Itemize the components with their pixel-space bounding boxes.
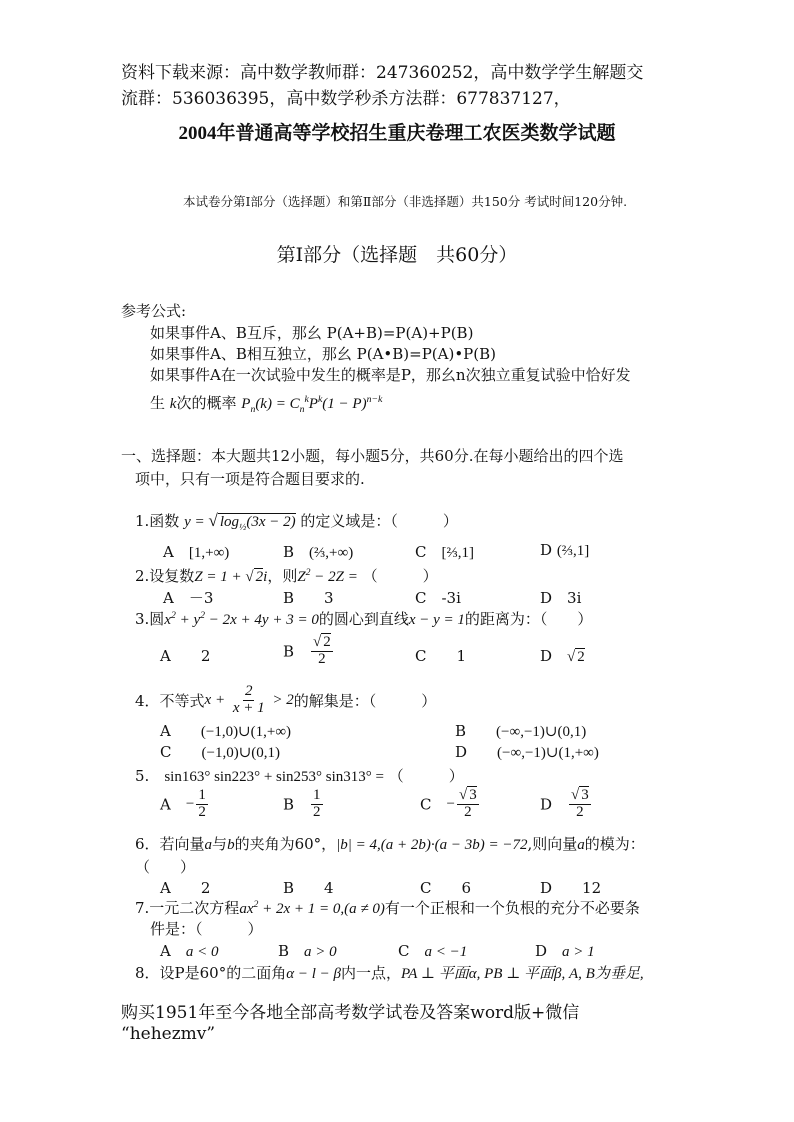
exam-note: 本试卷分第Ⅰ部分（选择题）和第Ⅱ部分（非选择题）共150分 考试时间120分钟. xyxy=(182,194,628,209)
source-line-1: 资料下载来源：高中数学教师群：247360252，高中数学学生解题交 xyxy=(121,63,644,83)
question-4: 4．不等式x + $\frac{2}{x + 1}$ > 2的解集是：（ ） xyxy=(135,683,437,716)
question-6: 6．若向量a与b的夹角为60°，|b| = 4,(a + 2b)·(a − 3b) = −72,则向量a的模为： xyxy=(135,835,645,853)
q4-inequality: x + $\frac{2}{x + 1}$ > 2 xyxy=(204,683,294,716)
q1-formula: y = √ $\log_{\frac{1}{2}}(3x - 2)$ xyxy=(184,511,296,533)
q4-option-c: C (−1,0)∪(0,1) xyxy=(160,743,281,761)
question-1: 1.函数 y = √ $\log_{\frac{1}{2}}(3x - 2)$ 的定义域是：（ ） xyxy=(135,511,458,533)
q2-option-c: C -3i xyxy=(415,589,461,607)
footer-line-2: “hehezmv” xyxy=(121,1024,216,1044)
q5-expr: sin163° sin223° + sin253° sin313° = xyxy=(164,769,385,785)
question-6-line-2: （ ） xyxy=(135,858,196,876)
q4-option-d: D (−∞,−1)∪(1,+∞) xyxy=(455,743,599,761)
question-2: 2.设复数Z = 1 + √ 2i，则$Z^2 - 2Z$ = （ ） xyxy=(135,567,438,585)
q5-option-a: A − $\frac{1}{2}$ xyxy=(160,787,206,820)
q3-option-a: A 2 xyxy=(160,647,211,665)
q6-condition: |b| = 4,(a + 2b)·(a − 3b) = −72 xyxy=(336,837,528,853)
q3-option-b: B $\frac{√ 2}{2}$ xyxy=(283,634,331,667)
section-heading-line-1: 一、选择题：本大题共12小题，每小题5分，共60分.在每小题给出的四个选 xyxy=(121,447,624,465)
formula-line-4: 生 k次的概率 $P_n(k) = C_n^kP^k(1 - P)^{n-k}$ xyxy=(150,394,383,415)
formula-line-2: 如果事件A、B相互独立，那幺 P(A•B)=P(A)•P(B) xyxy=(150,345,496,363)
q7-option-d: D a > 1 xyxy=(535,942,595,960)
q4-option-b: B (−∞,−1)∪(0,1) xyxy=(455,722,587,740)
q2-option-a: A －3 xyxy=(163,589,214,607)
q2-option-b: B 3 xyxy=(283,589,334,607)
q7-option-b: B a > 0 xyxy=(278,942,337,960)
question-8: 8．设P是60°的二面角α − l − β内一点，PA ⊥ 平面α, PB ⊥ 平面β, A, B为垂足, xyxy=(135,964,644,982)
q6-option-c: C 6 xyxy=(420,879,472,897)
formula-heading: 参考公式: xyxy=(121,302,187,320)
q2-option-d: D 3i xyxy=(540,589,582,607)
question-5: 5. sin163° sin223° + sin253° sin313° = （ ） xyxy=(135,767,464,785)
q6-option-a: A 2 xyxy=(160,879,211,897)
formula-line-3: 如果事件A在一次试验中发生的概率是P，那幺n次独立重复试验中恰好发 xyxy=(150,366,631,384)
q5-option-d: D $\frac{√ 3}{2}$ xyxy=(540,787,589,820)
binomial-formula: $P_n(k) = C_n^kP^k(1 - P)^{n-k}$ xyxy=(241,394,383,415)
question-7: 7.一元二次方程$ax^2 + 2x + 1 = 0,(a \ne 0)$有一个正根和一个负根的充分不必要条 xyxy=(135,899,640,917)
q3-line: x − y = 1 xyxy=(408,612,465,628)
question-3: 3.圆$x^2 + y^2 - 2x + 4y + 3 = 0$的圆心到直线x − y = 1的距离为：（ ） xyxy=(135,610,593,628)
q8-condition: PA ⊥ 平面α, PB ⊥ 平面β, A, B为垂足, xyxy=(401,966,644,982)
q6-option-b: B 4 xyxy=(283,879,334,897)
question-7-line-2: 件是：（ ） xyxy=(150,920,263,938)
q7-option-a: A a < 0 xyxy=(160,942,219,960)
source-line-2: 流群：536036395，高中数学秒杀方法群：677837127， xyxy=(121,89,571,109)
q5-option-c: C − $\frac{√ 3}{2}$ xyxy=(420,787,477,820)
q1-option-a: A [1,+∞) xyxy=(163,543,230,561)
q4-option-a: A (−1,0)∪(1,+∞) xyxy=(160,722,292,740)
q2-expr: $Z^2 - 2Z$ = xyxy=(297,567,358,585)
q2-z-def: Z = 1 + √ 2i xyxy=(194,569,268,585)
q3-option-d: D √ 2 xyxy=(540,647,585,665)
page-title: 2004年普通高等学校招生重庆卷理工农医类数学试题 xyxy=(178,123,616,144)
formula-line-1: 如果事件A、B互斥，那幺 P(A+B)=P(A)+P(B) xyxy=(150,324,474,342)
q1-option-b: B (⅔,+∞) xyxy=(283,543,354,561)
q6-option-d: D 12 xyxy=(540,879,602,897)
q1-option-d: D (⅔,1] xyxy=(540,541,590,559)
q7-equation: $ax^2 + 2x + 1 = 0,(a \ne 0)$ xyxy=(239,899,385,917)
q3-option-c: C 1 xyxy=(415,647,467,665)
q8-dihedral: α − l − β xyxy=(286,966,341,982)
part-title: 第Ⅰ部分（选择题 共60分） xyxy=(276,244,518,266)
q3-circle: $x^2 + y^2 - 2x + 4y + 3 = 0$ xyxy=(164,610,319,628)
footer-line-1: 购买1951年至今各地全部高考数学试卷及答案word版+微信 xyxy=(121,1003,580,1023)
q7-option-c: C a < −1 xyxy=(398,942,468,960)
section-heading-line-2: 项中，只有一项是符合题目要求的. xyxy=(135,470,365,488)
q5-option-b: B $\frac{1}{2}$ xyxy=(283,787,321,820)
q1-option-c: C [⅔,1] xyxy=(415,543,474,561)
